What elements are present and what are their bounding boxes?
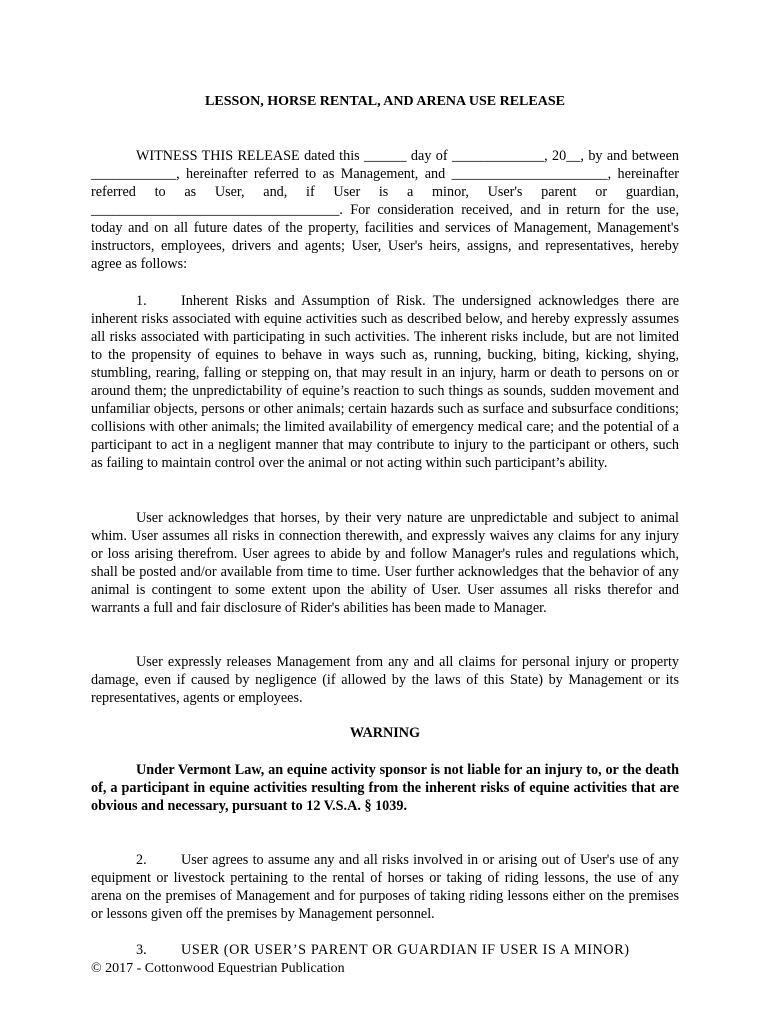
user-acknowledgement-paragraph: User acknowledges that horses, by their very nature are unpredictable and subject to animal whim. User assumes all risks in connection therewith, and expressly waives any claims for any injury or loss arising therefrom. User agrees to abide by and follow Manager's rules and regulations which, shall be posted and/or available from time to time. User further acknowledges that the behavior of any animal is contingent to some extent upon the ability of User. User assumes all risks therefor and warrants a full and fair disclosure of Rider's abilities has been made to Manager. <box>91 510 679 616</box>
section-2-text: User agrees to assume any and all risks involved in or arising out of User's use of any equipment or livestock pertaining to the rental of horses or taking of riding lessons, the use of any arena on the premises of Management and for purposes of taking riding lessons either on the premises or lessons given off the premises by Management personnel. <box>91 852 679 922</box>
section-3-number: 3. <box>136 942 147 958</box>
section-1-paragraph <box>91 292 679 472</box>
section-3-text: USER (OR USER’S PARENT OR GUARDIAN IF USER IS A MINOR) <box>181 942 630 958</box>
section-1-text: Inherent Risks and Assumption of Risk. The undersigned acknowledges there are inherent risks associated with equine activities such as described below, and hereby expressly assumes all risks associated with participating in such activities. The inherent risks include, but are not limited to the propensity of equines to behave in ways such as, running, bucking, biting, kicking, shying, stumbling, rearing, falling or stepping on, that may result in an injury, harm or death to persons on or around them; the unpredictability of equine’s reaction to such things as sounds, sudden movement and unfamiliar objects, persons or other animals; certain hazards such as surface and subsurface conditions; collisions with other animals; the limited availability of emergency medical care; and the potential of a participant to act in a negligent manner that may contribute to injury to the participant or others, such as failing to maintain control over the animal or not acting within such participant’s ability. <box>91 293 679 471</box>
release-paragraph: User expressly releases Management from any and all claims for personal injury or property damage, even if caused by negligence (if allowed by the laws of this State) by Management or its representatives, agents or employees. <box>91 654 679 706</box>
section-1-number: 1. <box>136 293 147 309</box>
page-footer: © 2017 - Cottonwood Equestrian Publication <box>91 961 345 976</box>
warning-heading: WARNING <box>349 725 421 741</box>
warning-text: Under Vermont Law, an equine activity sponsor is not liable for an injury to, or the death of, a participant in equine activities resulting from the inherent risks of equine activities that are obvious and necessary, pursuant to 12 V.S.A. § 1039. <box>91 762 679 814</box>
section-2-paragraph <box>91 851 679 923</box>
section-2-number: 2. <box>136 852 147 868</box>
document-title: LESSON, HORSE RENTAL, AND ARENA USE RELEASE <box>205 94 565 109</box>
section-3-paragraph <box>91 941 679 959</box>
witness-paragraph: WITNESS THIS RELEASE dated this ______ day of _____________, 20__, by and between ____________, hereinafter referred to as Management, and ______________________, hereinafter referred to as User, and, if User is a minor, User's parent or guardian, ___________________________________. For consideration received, and in return for the use, today and on all future dates of the property, facilities and services of Management, Management's instructors, employees, drivers and agents; User, User's heirs, assigns, and representatives, hereby agree as follows: <box>91 148 679 272</box>
